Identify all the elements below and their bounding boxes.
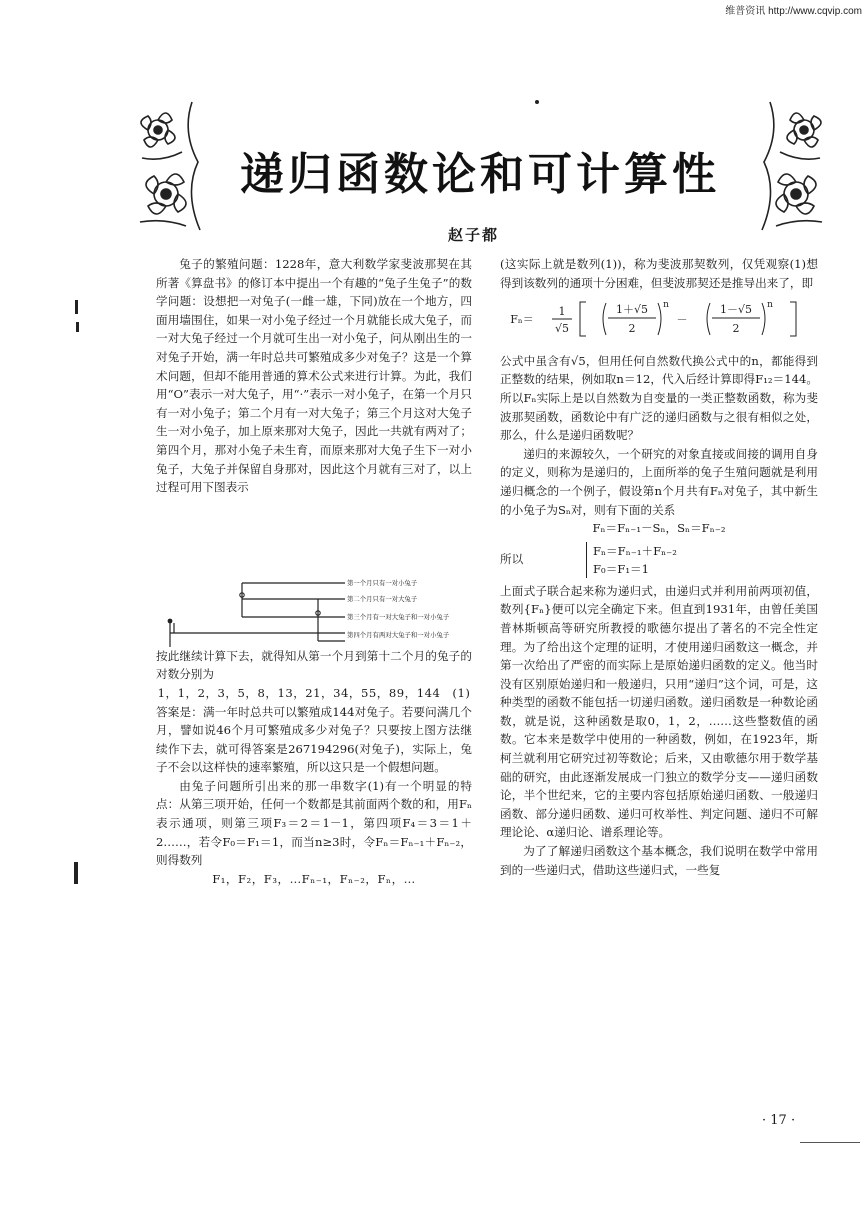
margin-mark-2 — [76, 322, 79, 332]
formula-minus: － — [676, 313, 688, 327]
so-label: 所以 — [500, 552, 524, 567]
formula-exponent-1: n — [663, 300, 669, 311]
equation-brace — [586, 542, 677, 578]
equation-line: Fₙ＝Fₙ₋₁＋Fₙ₋₂ — [593, 543, 677, 558]
page-number: · 17 · — [762, 1113, 796, 1128]
paragraph: 递归的来源较久，一个研究的对象直接或间接的调用自身的定义，则称为是递归的，上面所举的兔子生殖问题就是利用递归概念的一个例子，假设第n个月共有Fₙ对兔子，其中新生的小兔子为Sₙ对，则有下面的关系 — [500, 446, 818, 517]
diagram-label-month-3: 第三个月有一对大兔子和一对小兔子 — [347, 613, 450, 621]
formula-coef-denominator: √5 — [554, 322, 570, 336]
paragraph: (这实际上就是数列(1))，称为斐波那契数列，仅凭观察(1)想得到该数列的通项十分困难，但斐波那契还是推导出来了，即 — [500, 257, 818, 290]
left-column — [156, 255, 472, 888]
formula-term1-denominator: 2 — [628, 322, 636, 336]
formula-coef-numerator: 1 — [558, 305, 566, 319]
binet-formula — [500, 299, 818, 339]
bottom-rule — [800, 1142, 860, 1143]
title-dot — [535, 100, 539, 104]
margin-mark-1 — [75, 300, 78, 314]
paragraph: 由兔子问题所引出来的那一串数字(1)有一个明显的特点：从第三项开始，任何一个数都是其前面两个数的和，用Fₙ表示通项，则第三项F₃＝2＝1－1，第四项F₄＝3＝1＋2……，若令F₀＝F₁＝1，而当n≥3时，令Fₙ＝Fₙ₋₁＋Fₙ₋₂，则得数列 — [156, 778, 472, 868]
margin-mark-3 — [74, 862, 78, 884]
sequence-line: 1，1，2，3，5，8，13，21，34，55，89，144 (1) — [157, 685, 471, 700]
equation-line: Fₙ＝Fₙ₋₁－Sₙ，Sₙ＝Fₙ₋₂ — [592, 521, 726, 536]
small-rabbit-dot — [168, 619, 173, 624]
formula-exponent-2: n — [767, 300, 773, 311]
equation-line: F₀＝F₁＝1 — [593, 561, 649, 576]
paragraph: 兔子的繁殖问题：1228年，意大利数学家斐波那契在其所著《算盘书》的修订本中提出一个有趣的“兔子生兔子”的数学问题：设想把一对兔子(一雌一雄，下同)放在一个地方，四面用墙围住，如果一对小兔子经过一个月就能长成大兔子，而一对大兔子经过一个月就可生出一对小兔子，问从刚出生的一对兔子开始，满一年时总共可繁殖成多少对兔子？这是一个算术问题，但却不能用普通的算术公式来进行计算。为此，我们用“O”表示一对大兔子，用“·”表示一对小兔子，在第一个月只有一对小兔子；第二个月有一对大兔子；第三个月这对大兔子生一对小兔子，加上原来那对大兔子，因此一共就有两对了；第四个月，那对小兔子未生育，而原来那对大兔子生下一对小兔子，大兔子并保留自身那对，因此这个月就有三对了，以上过程可用下图表示 — [156, 257, 472, 495]
author-name: 赵子都 — [448, 226, 500, 244]
article-title: 递归函数论和可计算性 — [240, 149, 720, 200]
floral-ornament-right-icon — [756, 98, 830, 234]
rabbit-tree-diagram — [150, 575, 470, 655]
formula-lhs: Fₙ＝ — [510, 313, 534, 327]
diagram-label-month-2: 第二个月只有一对大兔子 — [347, 595, 418, 603]
formula-term2-denominator: 2 — [732, 322, 740, 336]
diagram-label-month-4: 第四个月有两对大兔子和一对小兔子 — [347, 631, 450, 639]
formula-term2-numerator: 1－√5 — [719, 303, 753, 317]
watermark: 维普资讯 http://www.cqvip.com — [725, 6, 862, 17]
paragraph: 上面式子联合起来称为递归式，由递归式并利用前两项初值，数列{Fₙ}便可以完全确定下来。但直到1931年，由曾任美国普林斯顿高等研究所教授的歌德尔提出了著名的不完全性定理。为了给出这个定理的证明，才使用递归函数这一概念，并第一次给出了严密的而实际上是原始递归函数的定义。他当时没有区别原始递归和一般递归，只用“递归”这个词，可是，这种类型的函数不能包括一切递归函数。递归函数是一种数论函数，就是说，这种函数是取0，1，2，……这些整数值的函数。它本来是数学中使用的一种函数，例如，在1923年，斯柯兰就利用它研究过初等数论；后来，又由歌德尔用于数学基础的研究，由此逐渐发展成一门独立的数学分支——递归函数论，半个世纪来，它的主要内容包括原始递归函数、一般递归函数、部分递归函数、递归可枚举性、判定问题、递归不可解理论论、α递归论、谱系理论等。 — [500, 583, 818, 840]
paragraph: 公式中虽含有√5，但用任何自然数代换公式中的n，都能得到正整数的结果，例如取n＝12，代入后经计算即得F₁₂＝144。所以Fₙ实际上是以自然数为自变量的一类正整数函数，称为斐波那契函数，函数论中有广泛的递归函数与之很有相似之处，那么，什么是递归函数呢？ — [500, 353, 818, 443]
paragraph: 为了了解递归函数这个基本概念，我们说明在数学中常用到的一些递归式，借助这些递归式，一些复 — [500, 844, 818, 877]
diagram-label-month-1: 第一个月只有一对小兔子 — [347, 579, 418, 587]
series-line: F₁，F₂，F₃，…Fₙ₋₁，Fₙ₋₂，Fₙ，… — [212, 871, 416, 886]
recursion-system — [500, 540, 818, 580]
formula-term1-numerator: 1＋√5 — [615, 303, 649, 317]
right-column — [500, 255, 818, 879]
paragraph: 按此继续计算下去，就得知从第一个月到第十二个月的兔子的对数分别为 — [156, 648, 472, 682]
paragraph: 答案是：满一年时总共可以繁殖成144对兔子。若要问满几个月，譬如说46个月可繁殖成多少对兔子？只要按上图方法继续作下去，就可得答案是267194296(对兔子)，实际上，兔子不会以这样快的速率繁殖，所以这只是一个假想问题。 — [156, 704, 472, 775]
floral-ornament-left-icon — [132, 98, 206, 234]
